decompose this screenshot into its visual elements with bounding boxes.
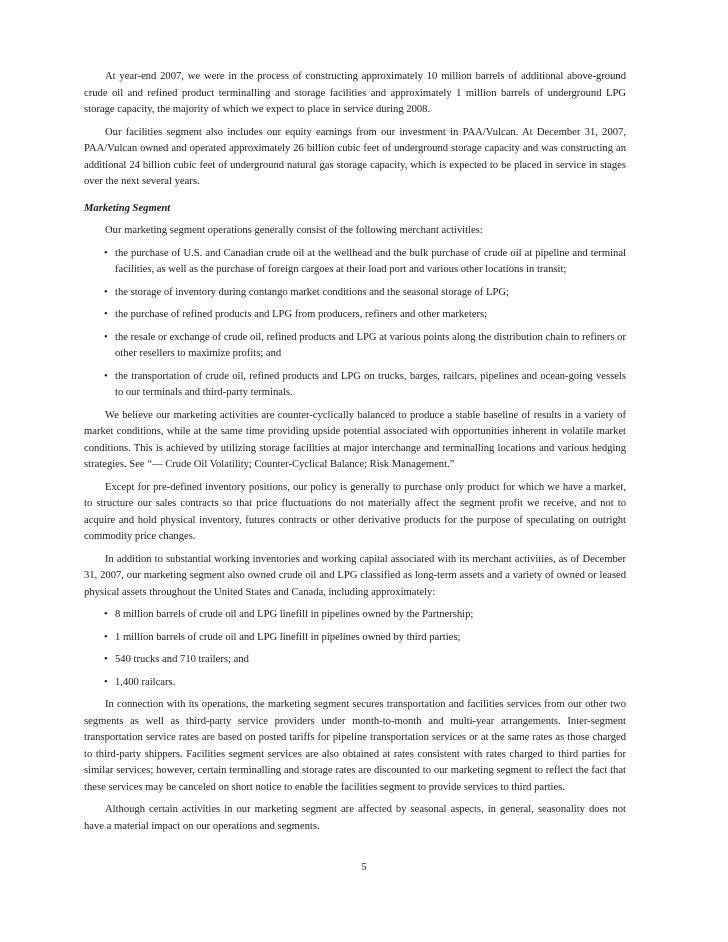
list-item-text: 1,400 railcars. — [115, 676, 176, 688]
list-item-text: the storage of inventory during contango market conditions and the seasonal storage of LPG; — [115, 286, 509, 298]
paragraph-inter-segment-services: In connection with its operations, the marketing segment secures transportation and facilities services from our other two segments as well as third-party service providers under month-to-month and multi-year arrangements. Inter-segment transportation service rates are based on posted tariffs for pipeline transportation services or at the same rates as those charged to third-party shippers. Facilities segment services are also obtained at rates consistent with rates charged to third parties for similar services; however, certain terminalling and storage rates are discounted to our marketing segment to reflect the fact that these services may be canceled on short notice to enable the facilities segment to provide services to third parties. — [84, 699, 626, 793]
list-item-text: the resale or exchange of crude oil, refined products and LPG at various points along the distribution chain to refiners or other resellers to maximize profits; and — [115, 331, 626, 359]
document-body — [84, 69, 626, 841]
list-item — [84, 285, 626, 302]
list-item — [84, 246, 626, 279]
section-heading-marketing: Marketing Segment — [84, 202, 171, 214]
paragraph-construction: At year-end 2007, we were in the process of constructing approximately 10 million barrels of additional above-ground crude oil and refined product terminalling and storage facilities and approximately 1 million barrels of underground LPG storage capacity, the majority of which we expect to place in service during 2008. — [84, 71, 626, 115]
list-item-text: the transportation of crude oil, refined products and LPG on trucks, barges, railcars, pipelines and ocean-going vessels to our terminals and third-party terminals. — [115, 370, 626, 398]
bullet-icon: • — [104, 309, 108, 320]
bullet-icon: • — [104, 654, 108, 665]
list-item-text: 540 trucks and 710 trailers; and — [115, 654, 249, 665]
merchant-activities-list — [84, 246, 626, 402]
paragraph-counter-cyclical: We believe our marketing activities are counter-cyclically balanced to produce a stable baseline of results in a variety of market conditions, while at the same time providing upside potential associated with opportunities inherent in volatile market conditions. This is achieved by utilizing storage facilities at major interchange and terminalling locations and various hedging strategies. See “— Crude Oil Volatility; Counter-Cyclical Balance; Risk Management.” — [84, 409, 626, 470]
bullet-icon: • — [104, 631, 108, 643]
bullet-icon: • — [104, 247, 108, 259]
bullet-icon: • — [104, 286, 108, 298]
assets-list — [84, 607, 626, 691]
list-item-text: the purchase of U.S. and Canadian crude oil at the wellhead and the bulk purchase of crude oil at pipeline and terminal facilities, as well as the purchase of foreign cargoes at their load port and various other locations in transit; — [115, 247, 626, 275]
list-item — [84, 330, 626, 363]
list-item-text: 1 million barrels of crude oil and LPG linefill in pipelines owned by third parties; — [115, 631, 461, 643]
paragraph-seasonality: Although certain activities in our marketing segment are affected by seasonal aspects, in general, seasonality does not have a material impact on our operations and segments. — [84, 804, 626, 832]
bullet-icon: • — [104, 331, 108, 343]
list-item — [84, 307, 626, 324]
bullet-icon: • — [104, 609, 108, 620]
bullet-icon: • — [104, 676, 108, 688]
page-number: 5 — [361, 862, 367, 873]
paragraph-marketing-intro: Our marketing segment operations generally consist of the following merchant activities: — [105, 225, 483, 236]
list-item-text: the purchase of refined products and LPG from producers, refiners and other marketers; — [115, 309, 488, 320]
list-item — [84, 369, 626, 402]
list-item — [84, 675, 626, 692]
paragraph-paa-vulcan: Our facilities segment also includes our equity earnings from our investment in PAA/Vulcan. At December 31, 2007, PAA/Vulcan owned and operated approximately 26 billion cubic feet of underground storage capacity and was constructing an additional 24 billion cubic feet of underground natural gas storage capacity, which is expected to be placed in service in stages over the next several years. — [84, 126, 626, 187]
list-item-text: 8 million barrels of crude oil and LPG linefill in pipelines owned by the Partnership; — [115, 609, 474, 620]
paragraph-inventory-policy: Except for pre-defined inventory positions, our policy is generally to purchase only product for which we have a market, to structure our sales contracts so that price fluctuations do not materially affect the segment profit we receive, and not to acquire and hold physical inventory, futures contracts or other derivative products for the purpose of speculating on outright commodity price changes. — [84, 481, 626, 542]
bullet-icon: • — [104, 370, 108, 382]
list-item — [84, 652, 626, 669]
list-item — [84, 630, 626, 647]
paragraph-assets-intro: In addition to substantial working inventories and working capital associated with its merchant activities, as of December 31, 2007, our marketing segment also owned crude oil and LPG classified as long-term assets and a variety of owned or leased physical assets throughout the United States and Canada, including approximately: — [84, 553, 626, 598]
list-item — [84, 607, 626, 624]
